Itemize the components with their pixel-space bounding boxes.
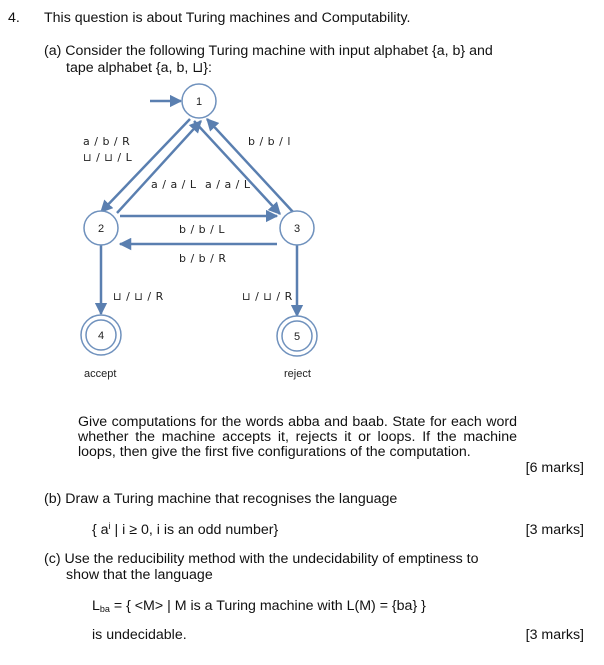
turing-machine-diagram (0, 80, 604, 385)
state-4-label: 4 (97, 330, 105, 342)
label-t23: b / b / R (179, 252, 227, 265)
question-number: 4. (8, 10, 20, 26)
state-5-rejecting (277, 316, 317, 356)
edge-3-to-1 (207, 119, 293, 212)
part-a-question-text: Give computations for the words abba and baab. State for each word whether the machine accepts it, rejects it or loops. If the machine loops, then give the first five configurations of the computation. (78, 414, 517, 460)
label-t13: b / b / l (248, 135, 291, 148)
accept-label: accept (84, 368, 117, 380)
part-a-intro-line1: (a) Consider the following Turing machine with input alphabet {a, b} and (44, 43, 493, 59)
state-1-label: 1 (195, 96, 203, 108)
label-t12: a / a / L (151, 178, 197, 191)
part-b-marks: [3 marks] (525, 522, 584, 538)
edge-1-to-2 (101, 119, 190, 212)
label-t24: ⊔ / ⊔ / R (113, 290, 164, 303)
state-5-label: 5 (293, 331, 301, 343)
state-3-label: 3 (293, 223, 301, 235)
state-2 (84, 211, 118, 245)
part-c-conclusion: is undecidable. (92, 627, 187, 643)
part-c-line2: show that the language (66, 567, 213, 583)
part-b-lang-rest: | i ≥ 0, i is an odd number} (110, 522, 279, 538)
part-c-lang-L: L (92, 598, 100, 614)
part-c-lang-sub: ba (99, 604, 110, 614)
state-1 (182, 84, 216, 118)
part-c-language (92, 598, 426, 614)
state-4-accepting (81, 315, 121, 355)
part-c-line1: (c) Use the reducibility method with the undecidability of emptiness to (44, 551, 479, 567)
part-b-text: (b) Draw a Turing machine that recognises the language (44, 491, 398, 507)
label-t31: a / a / L (205, 178, 251, 191)
part-b-language (92, 522, 278, 538)
part-b-lang-sup: i (108, 521, 111, 531)
label-t21-line1: a / b / R (83, 135, 131, 148)
part-a-intro-line2: tape alphabet {a, b, ⊔}: (66, 60, 212, 76)
part-c-marks: [3 marks] (525, 627, 584, 643)
part-b-lang-open: { a (92, 522, 109, 538)
label-t21-line2: ⊔ / ⊔ / L (83, 151, 133, 164)
label-t35: ⊔ / ⊔ / R (242, 290, 293, 303)
state-3 (280, 211, 314, 245)
part-c-lang-rest: = { <M> | M is a Turing machine with L(M) = {ba} } (109, 598, 426, 614)
state-2-label: 2 (97, 223, 105, 235)
reject-label: reject (284, 368, 311, 380)
question-title: This question is about Turing machines and Computability. (44, 10, 411, 26)
label-t32: b / b / L (179, 223, 225, 236)
part-a-marks: [6 marks] (525, 460, 584, 476)
